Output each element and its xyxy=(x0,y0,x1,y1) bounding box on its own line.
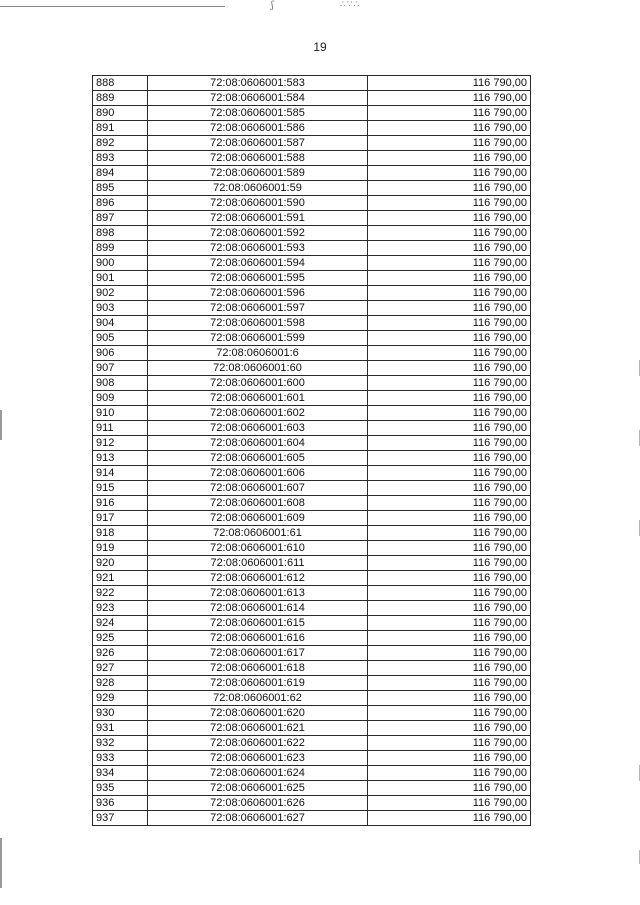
row-number-cell: 928 xyxy=(93,676,148,691)
table-row xyxy=(93,796,531,811)
cadastral-number-cell: 72:08:0606001:594 xyxy=(148,256,368,271)
cadastral-number-cell: 72:08:0606001:627 xyxy=(148,811,368,826)
cadastral-number-cell: 72:08:0606001:593 xyxy=(148,241,368,256)
table-row xyxy=(93,526,531,541)
cadastral-value-cell: 116 790,00 xyxy=(368,466,531,481)
cadastral-value-cell: 116 790,00 xyxy=(368,766,531,781)
row-number-cell: 910 xyxy=(93,406,148,421)
table-row xyxy=(93,316,531,331)
cadastral-number-cell: 72:08:0606001:592 xyxy=(148,226,368,241)
cadastral-value-cell: 116 790,00 xyxy=(368,106,531,121)
table-row xyxy=(93,466,531,481)
row-number-cell: 898 xyxy=(93,226,148,241)
row-number-cell: 899 xyxy=(93,241,148,256)
cadastral-value-cell: 116 790,00 xyxy=(368,436,531,451)
table-row xyxy=(93,496,531,511)
cadastral-value-cell: 116 790,00 xyxy=(368,541,531,556)
row-number-cell: 901 xyxy=(93,271,148,286)
cadastral-number-cell: 72:08:0606001:626 xyxy=(148,796,368,811)
row-number-cell: 925 xyxy=(93,631,148,646)
cadastral-value-cell: 116 790,00 xyxy=(368,691,531,706)
cadastral-value-cell: 116 790,00 xyxy=(368,571,531,586)
row-number-cell: 932 xyxy=(93,736,148,751)
table-row xyxy=(93,586,531,601)
table-row xyxy=(93,256,531,271)
row-number-cell: 900 xyxy=(93,256,148,271)
table-row xyxy=(93,556,531,571)
row-number-cell: 915 xyxy=(93,481,148,496)
row-number-cell: 916 xyxy=(93,496,148,511)
table-row xyxy=(93,211,531,226)
table-row xyxy=(93,106,531,121)
table-row xyxy=(93,616,531,631)
cadastral-value-cell: 116 790,00 xyxy=(368,526,531,541)
cadastral-value-cell: 116 790,00 xyxy=(368,721,531,736)
cadastral-number-cell: 72:08:0606001:611 xyxy=(148,556,368,571)
table-row xyxy=(93,301,531,316)
cadastral-number-cell: 72:08:0606001:590 xyxy=(148,196,368,211)
table-row xyxy=(93,691,531,706)
cadastral-number-cell: 72:08:0606001:615 xyxy=(148,616,368,631)
row-number-cell: 888 xyxy=(93,76,148,91)
cadastral-value-cell: 116 790,00 xyxy=(368,511,531,526)
cadastral-number-cell: 72:08:0606001:612 xyxy=(148,571,368,586)
cadastral-value-cell: 116 790,00 xyxy=(368,481,531,496)
table-row xyxy=(93,331,531,346)
table-row xyxy=(93,811,531,826)
cadastral-value-cell: 116 790,00 xyxy=(368,166,531,181)
cadastral-number-cell: 72:08:0606001:621 xyxy=(148,721,368,736)
row-number-cell: 920 xyxy=(93,556,148,571)
table-row xyxy=(93,136,531,151)
cadastral-value-cell: 116 790,00 xyxy=(368,196,531,211)
cadastral-number-cell: 72:08:0606001:617 xyxy=(148,646,368,661)
cadastral-value-cell: 116 790,00 xyxy=(368,796,531,811)
cadastral-value-cell: 116 790,00 xyxy=(368,451,531,466)
cadastral-number-cell: 72:08:0606001:602 xyxy=(148,406,368,421)
page-number: 19 xyxy=(313,40,327,54)
table-row xyxy=(93,196,531,211)
row-number-cell: 917 xyxy=(93,511,148,526)
table-row xyxy=(93,391,531,406)
cadastral-value-cell: 116 790,00 xyxy=(368,616,531,631)
row-number-cell: 890 xyxy=(93,106,148,121)
row-number-cell: 935 xyxy=(93,781,148,796)
cadastral-value-cell: 116 790,00 xyxy=(368,331,531,346)
table-row xyxy=(93,151,531,166)
row-number-cell: 911 xyxy=(93,421,148,436)
cadastral-number-cell: 72:08:0606001:620 xyxy=(148,706,368,721)
cadastral-value-cell: 116 790,00 xyxy=(368,211,531,226)
cadastral-number-cell: 72:08:0606001:595 xyxy=(148,271,368,286)
row-number-cell: 924 xyxy=(93,616,148,631)
table-row xyxy=(93,421,531,436)
row-number-cell: 905 xyxy=(93,331,148,346)
row-number-cell: 909 xyxy=(93,391,148,406)
row-number-cell: 902 xyxy=(93,286,148,301)
cadastral-value-cell: 116 790,00 xyxy=(368,286,531,301)
cadastral-number-cell: 72:08:0606001:624 xyxy=(148,766,368,781)
table-row xyxy=(93,226,531,241)
cadastral-number-cell: 72:08:0606001:587 xyxy=(148,136,368,151)
cadastral-number-cell: 72:08:0606001:607 xyxy=(148,481,368,496)
row-number-cell: 913 xyxy=(93,451,148,466)
table-row xyxy=(93,481,531,496)
table-row xyxy=(93,541,531,556)
table-row xyxy=(93,766,531,781)
row-number-cell: 891 xyxy=(93,121,148,136)
cadastral-value-cell: 116 790,00 xyxy=(368,91,531,106)
cadastral-value-cell: 116 790,00 xyxy=(368,151,531,166)
cadastral-value-cell: 116 790,00 xyxy=(368,406,531,421)
cadastral-number-cell: 72:08:0606001:603 xyxy=(148,421,368,436)
cadastral-number-cell: 72:08:0606001:584 xyxy=(148,91,368,106)
cadastral-value-cell: 116 790,00 xyxy=(368,376,531,391)
cadastral-value-cell: 116 790,00 xyxy=(368,706,531,721)
table-row xyxy=(93,661,531,676)
cadastral-number-cell: 72:08:0606001:599 xyxy=(148,331,368,346)
row-number-cell: 897 xyxy=(93,211,148,226)
cadastral-value-cell: 116 790,00 xyxy=(368,121,531,136)
table-row xyxy=(93,751,531,766)
cadastral-value-cell: 116 790,00 xyxy=(368,271,531,286)
table-row xyxy=(93,376,531,391)
cadastral-value-cell: 116 790,00 xyxy=(368,811,531,826)
cadastral-value-cell: 116 790,00 xyxy=(368,496,531,511)
cadastral-number-cell: 72:08:0606001:591 xyxy=(148,211,368,226)
cadastral-value-cell: 116 790,00 xyxy=(368,676,531,691)
cadastral-number-cell: 72:08:0606001:597 xyxy=(148,301,368,316)
row-number-cell: 933 xyxy=(93,751,148,766)
table-row xyxy=(93,286,531,301)
row-number-cell: 923 xyxy=(93,601,148,616)
row-number-cell: 926 xyxy=(93,646,148,661)
row-number-cell: 896 xyxy=(93,196,148,211)
cadastral-number-cell: 72:08:0606001:598 xyxy=(148,316,368,331)
cadastral-number-cell: 72:08:0606001:61 xyxy=(148,526,368,541)
table-row xyxy=(93,361,531,376)
cadastral-number-cell: 72:08:0606001:619 xyxy=(148,676,368,691)
row-number-cell: 892 xyxy=(93,136,148,151)
cadastral-number-cell: 72:08:0606001:601 xyxy=(148,391,368,406)
cadastral-value-cell: 116 790,00 xyxy=(368,226,531,241)
cadastral-value-table xyxy=(92,75,531,826)
cadastral-value-cell: 116 790,00 xyxy=(368,316,531,331)
table-row xyxy=(93,436,531,451)
cadastral-value-cell: 116 790,00 xyxy=(368,736,531,751)
table-row xyxy=(93,451,531,466)
table-row xyxy=(93,346,531,361)
cadastral-value-cell: 116 790,00 xyxy=(368,781,531,796)
table-row xyxy=(93,166,531,181)
table-row xyxy=(93,736,531,751)
cadastral-number-cell: 72:08:0606001:622 xyxy=(148,736,368,751)
table-row xyxy=(93,721,531,736)
table-row xyxy=(93,271,531,286)
row-number-cell: 936 xyxy=(93,796,148,811)
cadastral-number-cell: 72:08:0606001:59 xyxy=(148,181,368,196)
cadastral-number-cell: 72:08:0606001:623 xyxy=(148,751,368,766)
cadastral-value-cell: 116 790,00 xyxy=(368,76,531,91)
row-number-cell: 934 xyxy=(93,766,148,781)
cadastral-number-cell: 72:08:0606001:604 xyxy=(148,436,368,451)
row-number-cell: 914 xyxy=(93,466,148,481)
scan-mark: ∴∵∴ xyxy=(340,0,361,10)
row-number-cell: 921 xyxy=(93,571,148,586)
cadastral-value-cell: 116 790,00 xyxy=(368,556,531,571)
table-row xyxy=(93,406,531,421)
cadastral-value-cell: 116 790,00 xyxy=(368,301,531,316)
cadastral-value-cell: 116 790,00 xyxy=(368,346,531,361)
cadastral-number-cell: 72:08:0606001:588 xyxy=(148,151,368,166)
row-number-cell: 927 xyxy=(93,661,148,676)
cadastral-value-cell: 116 790,00 xyxy=(368,601,531,616)
row-number-cell: 922 xyxy=(93,586,148,601)
table-row xyxy=(93,601,531,616)
row-number-cell: 918 xyxy=(93,526,148,541)
cadastral-number-cell: 72:08:0606001:62 xyxy=(148,691,368,706)
cadastral-value-cell: 116 790,00 xyxy=(368,661,531,676)
row-number-cell: 931 xyxy=(93,721,148,736)
cadastral-number-cell: 72:08:0606001:625 xyxy=(148,781,368,796)
row-number-cell: 889 xyxy=(93,91,148,106)
table-row xyxy=(93,631,531,646)
table-row xyxy=(93,646,531,661)
row-number-cell: 895 xyxy=(93,181,148,196)
row-number-cell: 908 xyxy=(93,376,148,391)
row-number-cell: 929 xyxy=(93,691,148,706)
row-number-cell: 906 xyxy=(93,346,148,361)
row-number-cell: 937 xyxy=(93,811,148,826)
cadastral-value-cell: 116 790,00 xyxy=(368,136,531,151)
cadastral-value-cell: 116 790,00 xyxy=(368,256,531,271)
cadastral-number-cell: 72:08:0606001:596 xyxy=(148,286,368,301)
cadastral-number-cell: 72:08:0606001:60 xyxy=(148,361,368,376)
row-number-cell: 894 xyxy=(93,166,148,181)
row-number-cell: 930 xyxy=(93,706,148,721)
cadastral-value-cell: 116 790,00 xyxy=(368,421,531,436)
cadastral-number-cell: 72:08:0606001:614 xyxy=(148,601,368,616)
cadastral-value-cell: 116 790,00 xyxy=(368,181,531,196)
cadastral-value-cell: 116 790,00 xyxy=(368,646,531,661)
cadastral-value-cell: 116 790,00 xyxy=(368,586,531,601)
cadastral-number-cell: 72:08:0606001:613 xyxy=(148,586,368,601)
row-number-cell: 904 xyxy=(93,316,148,331)
cadastral-value-cell: 116 790,00 xyxy=(368,361,531,376)
cadastral-number-cell: 72:08:0606001:586 xyxy=(148,121,368,136)
table-row xyxy=(93,706,531,721)
table-row xyxy=(93,781,531,796)
cadastral-value-cell: 116 790,00 xyxy=(368,241,531,256)
cadastral-number-cell: 72:08:0606001:616 xyxy=(148,631,368,646)
table-row xyxy=(93,511,531,526)
cadastral-number-cell: 72:08:0606001:610 xyxy=(148,541,368,556)
table-row xyxy=(93,676,531,691)
cadastral-number-cell: 72:08:0606001:606 xyxy=(148,466,368,481)
table-row xyxy=(93,76,531,91)
scan-edge-mark xyxy=(0,838,2,888)
row-number-cell: 907 xyxy=(93,361,148,376)
cadastral-number-cell: 72:08:0606001:600 xyxy=(148,376,368,391)
cadastral-number-cell: 72:08:0606001:618 xyxy=(148,661,368,676)
scan-mark: ʃ xyxy=(271,0,274,11)
cadastral-number-cell: 72:08:0606001:585 xyxy=(148,106,368,121)
cadastral-number-cell: 72:08:0606001:609 xyxy=(148,511,368,526)
cadastral-number-cell: 72:08:0606001:6 xyxy=(148,346,368,361)
cadastral-value-cell: 116 790,00 xyxy=(368,631,531,646)
cadastral-number-cell: 72:08:0606001:605 xyxy=(148,451,368,466)
table-row xyxy=(93,91,531,106)
top-scan-rule xyxy=(0,6,225,7)
table-row xyxy=(93,571,531,586)
row-number-cell: 893 xyxy=(93,151,148,166)
cadastral-number-cell: 72:08:0606001:608 xyxy=(148,496,368,511)
scan-edge-mark xyxy=(0,410,2,440)
row-number-cell: 912 xyxy=(93,436,148,451)
table-row xyxy=(93,121,531,136)
cadastral-value-cell: 116 790,00 xyxy=(368,751,531,766)
cadastral-value-cell: 116 790,00 xyxy=(368,391,531,406)
table-row xyxy=(93,241,531,256)
cadastral-number-cell: 72:08:0606001:589 xyxy=(148,166,368,181)
row-number-cell: 903 xyxy=(93,301,148,316)
table-body xyxy=(93,76,531,826)
cadastral-number-cell: 72:08:0606001:583 xyxy=(148,76,368,91)
row-number-cell: 919 xyxy=(93,541,148,556)
table-row xyxy=(93,181,531,196)
